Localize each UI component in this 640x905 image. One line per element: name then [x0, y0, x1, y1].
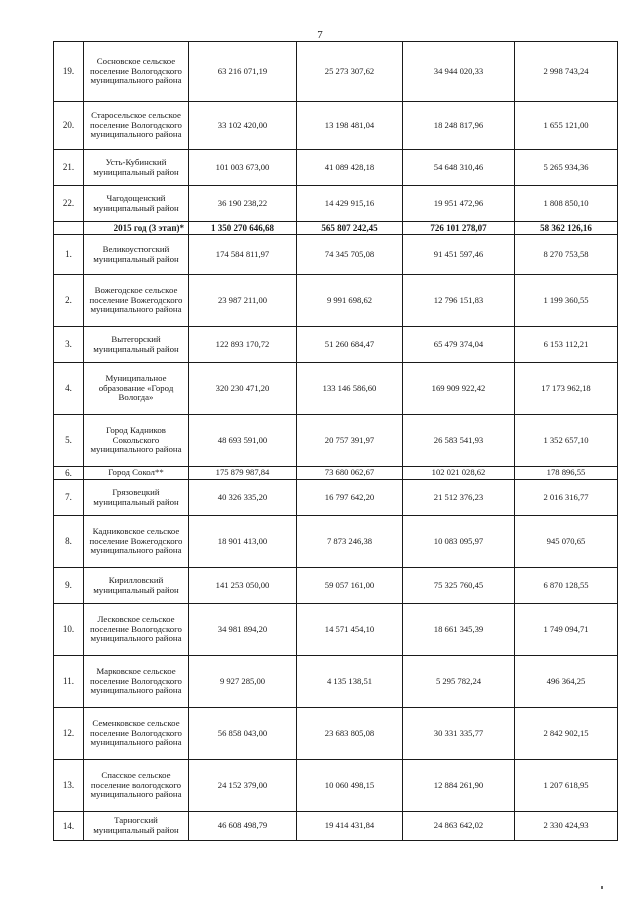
- municipality-name: Чагодощенский муниципальный район: [84, 186, 189, 222]
- amount-local: 2 330 424,93: [515, 812, 618, 841]
- amount-fund: 565 807 242,45: [297, 222, 403, 235]
- amount-fund: 59 057 161,00: [297, 568, 403, 604]
- amount-local: 1 199 360,55: [515, 275, 618, 327]
- table-row: [54, 42, 618, 102]
- municipality-name: Великоустюгский муниципальный район: [84, 235, 189, 275]
- amount-total: 24 152 379,00: [189, 760, 297, 812]
- amount-total: 40 326 335,20: [189, 480, 297, 516]
- table-row: [54, 102, 618, 150]
- amount-regional: 54 648 310,46: [403, 150, 515, 186]
- row-number: 5.: [54, 415, 84, 467]
- table-row-total: [54, 222, 618, 235]
- amount-total: 1 350 270 646,68: [189, 222, 297, 235]
- amount-fund: 23 683 805,08: [297, 708, 403, 760]
- table-row: [54, 150, 618, 186]
- amount-fund: 16 797 642,20: [297, 480, 403, 516]
- row-number: 2.: [54, 275, 84, 327]
- amount-total: 46 608 498,79: [189, 812, 297, 841]
- amount-fund: 13 198 481,04: [297, 102, 403, 150]
- amount-total: 48 693 591,00: [189, 415, 297, 467]
- row-number: 21.: [54, 150, 84, 186]
- amount-fund: 10 060 498,15: [297, 760, 403, 812]
- amount-total: 34 981 894,20: [189, 604, 297, 656]
- municipality-name: Усть-Кубинский муниципальный район: [84, 150, 189, 186]
- amount-regional: 18 248 817,96: [403, 102, 515, 150]
- amount-regional: 12 796 151,83: [403, 275, 515, 327]
- table-row: [54, 812, 618, 841]
- page-number: 7: [317, 29, 323, 41]
- table-row: [54, 568, 618, 604]
- table-row: [54, 186, 618, 222]
- amount-local: 2 998 743,24: [515, 42, 618, 102]
- municipality-name: Муниципальное образование «Город Вологда»: [84, 363, 189, 415]
- row-number: 4.: [54, 363, 84, 415]
- amount-total: 23 987 211,00: [189, 275, 297, 327]
- amount-regional: 12 884 261,90: [403, 760, 515, 812]
- table-row: [54, 516, 618, 568]
- amount-regional: 19 951 472,96: [403, 186, 515, 222]
- amount-fund: 9 991 698,62: [297, 275, 403, 327]
- amount-fund: 74 345 705,08: [297, 235, 403, 275]
- row-number: 7.: [54, 480, 84, 516]
- amount-regional: 30 331 335,77: [403, 708, 515, 760]
- municipality-name: Грязовецкий муниципальный район: [84, 480, 189, 516]
- amount-local: 1 655 121,00: [515, 102, 618, 150]
- amount-total: 56 858 043,00: [189, 708, 297, 760]
- amount-fund: 20 757 391,97: [297, 415, 403, 467]
- row-number: 19.: [54, 42, 84, 102]
- amount-fund: 73 680 062,67: [297, 467, 403, 480]
- amount-fund: 25 273 307,62: [297, 42, 403, 102]
- municipality-name: Кадниковское сельское поселение Вожегодского муниципального района: [84, 516, 189, 568]
- amount-regional: 102 021 028,62: [403, 467, 515, 480]
- amount-regional: 75 325 760,45: [403, 568, 515, 604]
- amount-local: 178 896,55: [515, 467, 618, 480]
- amount-fund: 14 571 454,10: [297, 604, 403, 656]
- row-number: 1.: [54, 235, 84, 275]
- amount-total: 36 190 238,22: [189, 186, 297, 222]
- table-row: [54, 363, 618, 415]
- row-number: 9.: [54, 568, 84, 604]
- row-number: 6.: [54, 467, 84, 480]
- amount-fund: 4 135 138,51: [297, 656, 403, 708]
- amount-total: 174 584 811,97: [189, 235, 297, 275]
- row-number: 20.: [54, 102, 84, 150]
- amount-total: 18 901 413,00: [189, 516, 297, 568]
- amount-regional: 18 661 345,39: [403, 604, 515, 656]
- row-number: 11.: [54, 656, 84, 708]
- municipality-name: Вожегодское сельское поселение Вожегодского муниципального района: [84, 275, 189, 327]
- table-body: [54, 42, 618, 841]
- amount-fund: 41 089 428,18: [297, 150, 403, 186]
- amount-total: 33 102 420,00: [189, 102, 297, 150]
- amount-total: 9 927 285,00: [189, 656, 297, 708]
- amount-regional: 5 295 782,24: [403, 656, 515, 708]
- municipality-name: Вытегорский муниципальный район: [84, 327, 189, 363]
- amount-total: 101 003 673,00: [189, 150, 297, 186]
- amount-total: 122 893 170,72: [189, 327, 297, 363]
- scan-mark: [601, 886, 603, 889]
- row-number: 13.: [54, 760, 84, 812]
- municipality-name: Спасское сельское поселение вологодского муниципального района: [84, 760, 189, 812]
- amount-total: 63 216 071,19: [189, 42, 297, 102]
- amount-local: 6 870 128,55: [515, 568, 618, 604]
- amount-regional: 726 101 278,07: [403, 222, 515, 235]
- amount-regional: 169 909 922,42: [403, 363, 515, 415]
- amount-local: 496 364,25: [515, 656, 618, 708]
- municipality-name: Кирилловский муниципальный район: [84, 568, 189, 604]
- amount-regional: 21 512 376,23: [403, 480, 515, 516]
- table-row: [54, 415, 618, 467]
- amount-local: 945 070,65: [515, 516, 618, 568]
- amount-local: 58 362 126,16: [515, 222, 618, 235]
- table-row: [54, 275, 618, 327]
- amount-regional: 34 944 020,33: [403, 42, 515, 102]
- amount-local: 17 173 962,18: [515, 363, 618, 415]
- municipality-name: Город Сокол**: [84, 467, 189, 480]
- municipality-name: Семенковское сельское поселение Вологодского муниципального района: [84, 708, 189, 760]
- row-number: [54, 222, 84, 235]
- amount-regional: 91 451 597,46: [403, 235, 515, 275]
- row-number: 10.: [54, 604, 84, 656]
- table-row: [54, 760, 618, 812]
- row-number: 8.: [54, 516, 84, 568]
- amount-fund: 14 429 915,16: [297, 186, 403, 222]
- municipality-name: Старосельское сельское поселение Вологодского муниципального района: [84, 102, 189, 150]
- amount-local: 2 016 316,77: [515, 480, 618, 516]
- municipality-name: Тарногский муниципальный район: [84, 812, 189, 841]
- amount-total: 141 253 050,00: [189, 568, 297, 604]
- row-number: 22.: [54, 186, 84, 222]
- amount-local: 6 153 112,21: [515, 327, 618, 363]
- amount-fund: 51 260 684,47: [297, 327, 403, 363]
- table-row: [54, 235, 618, 275]
- table-row: [54, 327, 618, 363]
- municipality-name: Лесковское сельское поселение Вологодского муниципального района: [84, 604, 189, 656]
- funding-table: [53, 41, 618, 841]
- table-row: [54, 467, 618, 480]
- municipality-name: Марковское сельское поселение Вологодского муниципального района: [84, 656, 189, 708]
- amount-fund: 19 414 431,84: [297, 812, 403, 841]
- row-number: 3.: [54, 327, 84, 363]
- amount-fund: 7 873 246,38: [297, 516, 403, 568]
- amount-total: 320 230 471,20: [189, 363, 297, 415]
- municipality-name: 2015 год (3 этап)*: [84, 222, 189, 235]
- amount-local: 8 270 753,58: [515, 235, 618, 275]
- amount-local: 2 842 902,15: [515, 708, 618, 760]
- municipality-name: Город Кадников Сокольского муниципального района: [84, 415, 189, 467]
- amount-local: 5 265 934,36: [515, 150, 618, 186]
- amount-total: 175 879 987,84: [189, 467, 297, 480]
- amount-fund: 133 146 586,60: [297, 363, 403, 415]
- table-row: [54, 480, 618, 516]
- amount-regional: 24 863 642,02: [403, 812, 515, 841]
- municipality-name: Сосновское сельское поселение Вологодского муниципального района: [84, 42, 189, 102]
- amount-local: 1 352 657,10: [515, 415, 618, 467]
- amount-regional: 65 479 374,04: [403, 327, 515, 363]
- row-number: 14.: [54, 812, 84, 841]
- amount-regional: 10 083 095,97: [403, 516, 515, 568]
- table-row: [54, 656, 618, 708]
- table-row: [54, 604, 618, 656]
- row-number: 12.: [54, 708, 84, 760]
- amount-local: 1 808 850,10: [515, 186, 618, 222]
- amount-local: 1 749 094,71: [515, 604, 618, 656]
- amount-regional: 26 583 541,93: [403, 415, 515, 467]
- table-row: [54, 708, 618, 760]
- amount-local: 1 207 618,95: [515, 760, 618, 812]
